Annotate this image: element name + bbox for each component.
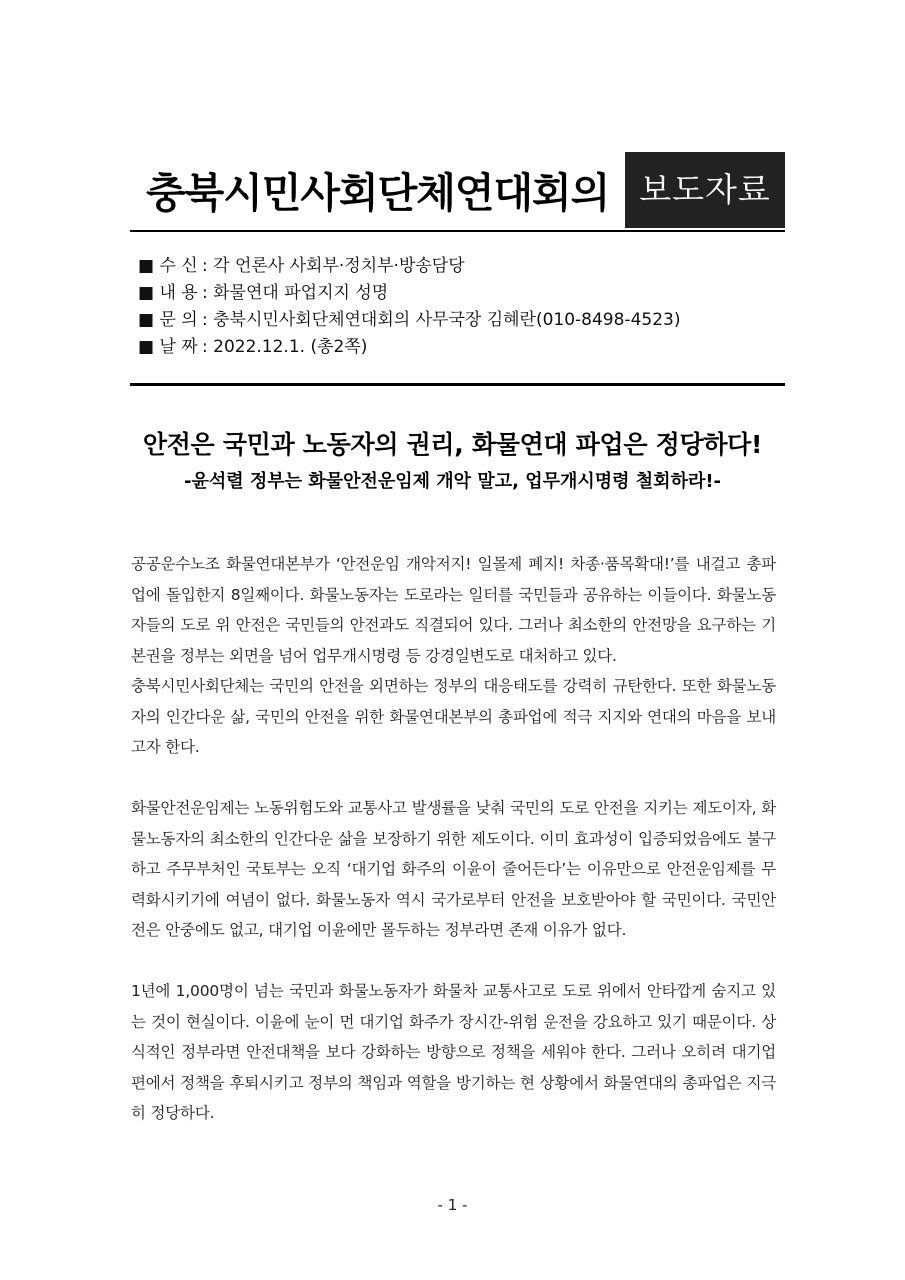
meta-value: : 화물연대 파업지지 성명 [202,283,389,303]
statement-subtitle: -윤석렬 정부는 화물안전운임제 개악 말고, 업무개시명령 철회하라!- [183,471,722,492]
meta-label: ■ 내 용 [138,283,198,303]
meta-row-content [138,280,778,307]
page-number: - 1 - [437,1196,468,1214]
body-paragraph-2 [131,793,776,946]
body-paragraph-3 [131,976,776,1129]
body-line: 화물안전운임제는 노동위험도와 교통사고 발생률을 낮춰 국민의 도로 안전을 지키는 제도이자, 화물노동자의 최소한의 인간다운 삶을 보장하기 위한 제도이다. 이미 효과성이 입증되었음에도 불구하고 주무부처인 국토부는 오직 ‘대기업 화주의 이윤이 줄어든다’는 이유만으로 안전운임제를 무력화시키기에 여념이 없다. 화물노동자 역시 국가로부터 안전을 보호받아야 할 국민이다. 국민안전은 안중에도 없고, 대기업 이윤에만 몰두하는 정부라면 존재 이유가 없다. [131,799,776,939]
meta-value: : 각 언론사 사회부·정치부·방송담당 [202,256,465,276]
meta-row-contact [138,307,778,334]
body-line: 충북시민사회단체는 국민의 안전을 외면하는 정부의 대응태도를 강력히 규탄한다. 또한 화물노동자의 인간다운 삶, 국민의 안전을 위한 화물연대본부의 총파업에 적극 지지와 연대의 마음을 보내고자 한다. [131,677,776,756]
body-line: 1년에 1,000명이 넘는 국민과 화물노동자가 화물차 교통사고로 도로 위에서 안타깝게 숨지고 있는 것이 현실이다. 이윤에 눈이 먼 대기업 화주가 장시간-위험 운전을 강요하고 있기 때문이다. 상식적인 정부라면 안전대책을 보다 강화하는 방향으로 정책을 세워야 한다. 그러나 오히려 대기업 편에서 정책을 후퇴시키고 정부의 책임과 역할을 방기하는 현 상황에서 화물연대의 총파업은 지극히 정당하다. [131,982,776,1122]
meta-info-block [138,253,778,361]
meta-divider [130,383,785,386]
statement-title: 안전은 국민과 노동자의 권리, 화물연대 파업은 정당하다! [142,430,763,459]
press-release-badge: 보도자료 [625,152,785,228]
meta-value: : 충북시민사회단체연대회의 사무국장 김혜란(010-8498-4523) [202,310,681,330]
organization-name: 충북시민사회단체연대회의 [146,169,610,217]
meta-value: : 2022.12.1. (총2쪽) [202,337,368,357]
meta-row-recipient [138,253,778,280]
meta-label: ■ 수 신 [138,256,198,276]
meta-label: ■ 문 의 [138,310,198,330]
body-line: 공공운수노조 화물연대본부가 ‘안전운임 개악저지! 일몰제 폐지! 차종·품목확대!’를 내걸고 총파업에 돌입한지 8일째이다. 화물노동자는 도로라는 일터를 국민들과 공유하는 이들이다. 화물노동자들의 도로 위 안전은 국민들의 안전과도 직결되어 있다. 그러나 최소한의 안전망을 요구하는 기본권을 정부는 외면을 넘어 업무개시명령 등 강경일변도로 대처하고 있다. [131,555,776,665]
document-header [130,150,785,230]
body-paragraph-1 [131,549,776,763]
meta-row-date [138,334,778,361]
header-divider [130,230,785,232]
meta-label: ■ 날 짜 [138,337,198,357]
